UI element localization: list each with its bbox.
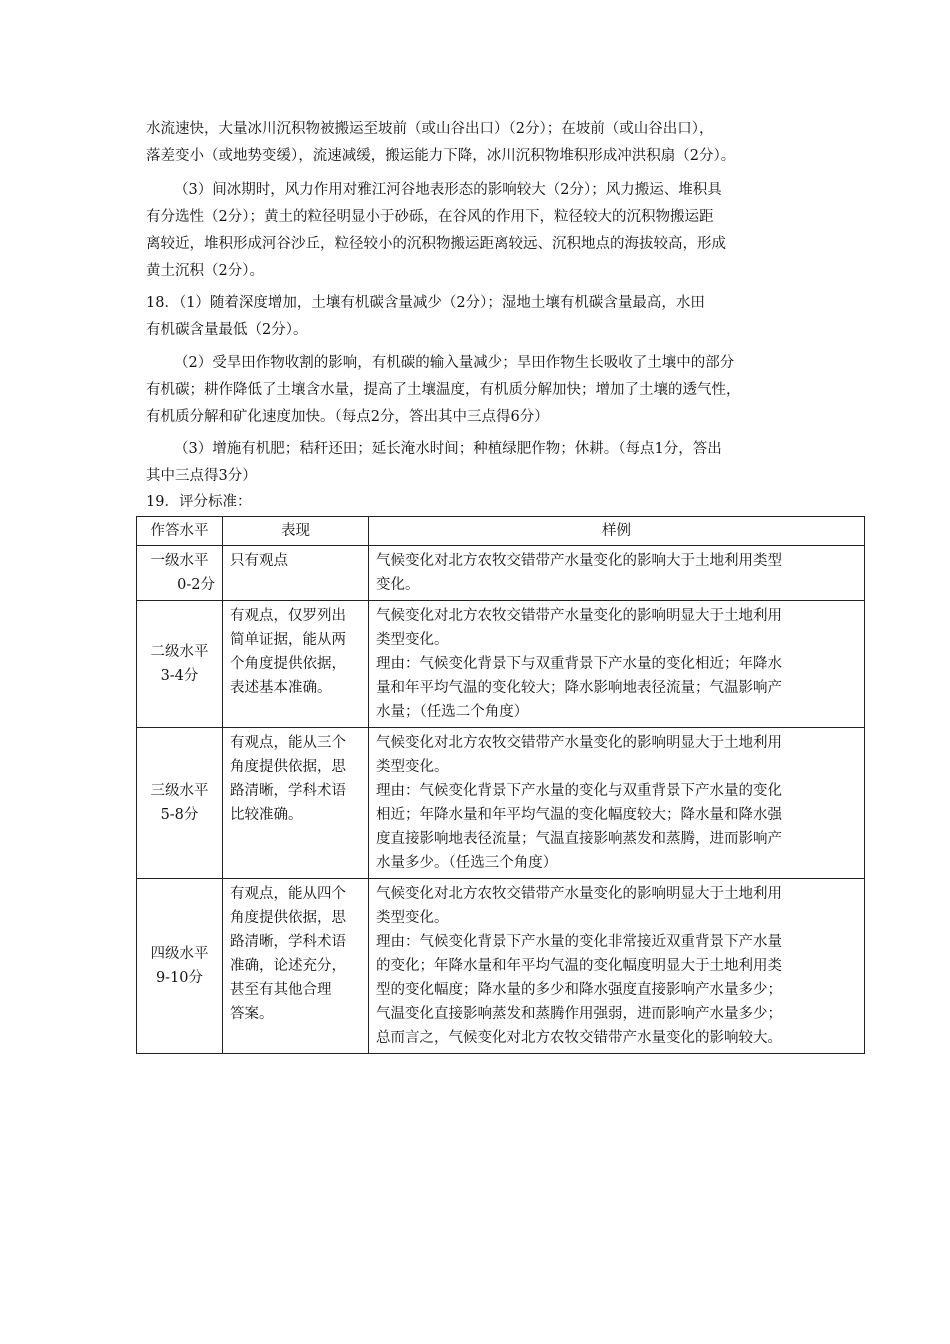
example-line: 总而言之，气候变化对北方农牧交错带产水量变化的影响较大。 xyxy=(376,1030,782,1046)
example-line: 型的变化幅度；降水量的多少和降水强度直接影响产水量多少； xyxy=(376,982,782,998)
example-line: 类型变化。 xyxy=(376,910,449,926)
example-line: 理由：气候变化背景下产水量的变化非常接近双重背景下产水量 xyxy=(376,934,782,950)
level-cell xyxy=(137,879,223,1054)
level-score: 3-4分 xyxy=(160,668,199,684)
text-line: 有机质分解和矿化速度加快。（每点2分，答出其中三点得6分） xyxy=(146,409,549,425)
table-header-row xyxy=(137,517,865,546)
level-score: 5-8分 xyxy=(160,807,199,823)
example-cell xyxy=(369,728,865,879)
text-line: 有机碳；耕作降低了土壤含水量，提高了土壤温度，有机质分解加快；增加了土壤的透气性， xyxy=(146,382,741,398)
performance-line: 有观点，能从四个 xyxy=(230,886,346,902)
text-line: 黄土沉积（2分）。 xyxy=(146,263,264,279)
example-line: 气候变化对北方农牧交错带产水量变化的影响大于土地利用类型 xyxy=(376,553,782,569)
table-header: 表现 xyxy=(223,517,369,546)
example-line: 理由：气候变化背景下与双重背景下产水量的变化相近；年降水 xyxy=(376,656,782,672)
text-line: 其中三点得3分） xyxy=(146,468,257,484)
text-line: 19．评分标准： xyxy=(146,494,252,510)
text-line: 18．（1）随着深度增加，土壤有机碳含量减少（2分）；湿地土壤有机碳含量最高，水田 xyxy=(146,295,705,311)
text-line: （3）增施有机肥；秸秆还田；延长淹水时间；种植绿肥作物；休耕。（每点1分，答出 xyxy=(174,441,722,457)
text-line: 离较近，堆积形成河谷沙丘，粒径较小的沉积物搬运距离较远、沉积地点的海拔较高，形成 xyxy=(146,236,726,252)
performance-cell xyxy=(223,601,369,728)
level-cell xyxy=(137,601,223,728)
level-cell xyxy=(137,728,223,879)
level-name: 三级水平 xyxy=(150,783,209,799)
example-line: 类型变化。 xyxy=(376,632,449,648)
example-line: 水量；（任选二个角度） xyxy=(376,704,529,720)
text-line: （2）受旱田作物收割的影响，有机碳的输入量减少；旱田作物生长吸收了土壤中的部分 xyxy=(174,355,735,371)
performance-line: 角度提供依据，思 xyxy=(230,910,346,926)
table-header: 作答水平 xyxy=(137,517,223,546)
level-cell xyxy=(137,546,223,601)
level-name: 二级水平 xyxy=(150,644,209,660)
performance-cell xyxy=(223,879,369,1054)
performance-line: 路清晰，学科术语 xyxy=(230,934,346,950)
example-line: 相近；年降水量和年平均气温的变化幅度较大；降水量和降水强 xyxy=(376,807,782,823)
example-line: 气候变化对北方农牧交错带产水量变化的影响明显大于土地利用 xyxy=(376,735,782,751)
level-name: 一级水平 xyxy=(150,553,209,569)
example-line: 变化。 xyxy=(376,577,420,593)
performance-line: 路清晰，学科术语 xyxy=(230,783,346,799)
example-line: 理由：气候变化背景下产水量的变化与双重背景下产水量的变化 xyxy=(376,783,782,799)
table-row xyxy=(137,879,865,1054)
performance-line: 只有观点 xyxy=(230,553,288,569)
example-line: 气候变化对北方农牧交错带产水量变化的影响明显大于土地利用 xyxy=(376,608,782,624)
text-line: 有分选性（2分）；黄土的粒径明显小于砂砾，在谷风的作用下，粒径较大的沉积物搬运距 xyxy=(146,209,714,225)
performance-line: 个角度提供依据， xyxy=(230,656,346,672)
example-line: 的变化；年降水量和年平均气温的变化幅度明显大于土地利用类 xyxy=(376,958,782,974)
performance-line: 表述基本准确。 xyxy=(230,680,332,696)
example-cell xyxy=(369,601,865,728)
table-row xyxy=(137,546,865,601)
performance-line: 甚至有其他合理 xyxy=(230,982,332,998)
level-score: 0-2分 xyxy=(177,577,215,593)
table-row xyxy=(137,601,865,728)
example-cell xyxy=(369,546,865,601)
performance-line: 答案。 xyxy=(230,1006,274,1022)
performance-line: 角度提供依据，思 xyxy=(230,759,346,775)
performance-line: 有观点，能从三个 xyxy=(230,735,346,751)
example-line: 气温变化直接影响蒸发和蒸腾作用强弱，进而影响产水量多少； xyxy=(376,1006,782,1022)
text-line: 落差变小（或地势变缓），流速减缓，搬运能力下降，冰川沉积物堆积形成冲洪积扇（2分）。 xyxy=(146,148,736,164)
performance-cell xyxy=(223,728,369,879)
text-line: 有机碳含量最低（2分）。 xyxy=(146,322,308,338)
example-line: 类型变化。 xyxy=(376,759,449,775)
text-line: （3）间冰期时，风力作用对雅江河谷地表形态的影响较大（2分）；风力搬运、堆积具 xyxy=(174,182,722,198)
example-line: 水量多少。（任选三个角度） xyxy=(376,855,558,871)
table-row xyxy=(137,728,865,879)
example-line: 量和年平均气温的变化较大；降水影响地表径流量；气温影响产 xyxy=(376,680,782,696)
level-name: 四级水平 xyxy=(150,946,209,962)
performance-line: 简单证据，能从两 xyxy=(230,632,346,648)
table-header: 样例 xyxy=(369,517,865,546)
scoring-table xyxy=(136,516,865,1054)
example-line: 度直接影响地表径流量；气温直接影响蒸发和蒸腾，进而影响产 xyxy=(376,831,782,847)
example-line: 气候变化对北方农牧交错带产水量变化的影响明显大于土地利用 xyxy=(376,886,782,902)
example-cell xyxy=(369,879,865,1054)
level-score: 9-10分 xyxy=(155,970,204,986)
performance-line: 比较准确。 xyxy=(230,807,303,823)
performance-line: 准确，论述充分， xyxy=(230,958,346,974)
performance-line: 有观点，仅罗列出 xyxy=(230,608,346,624)
performance-cell xyxy=(223,546,369,601)
text-line: 水流速快，大量冰川沉积物被搬运至坡前（或山谷出口）（2分）；在坡前（或山谷出口）， xyxy=(146,121,714,137)
